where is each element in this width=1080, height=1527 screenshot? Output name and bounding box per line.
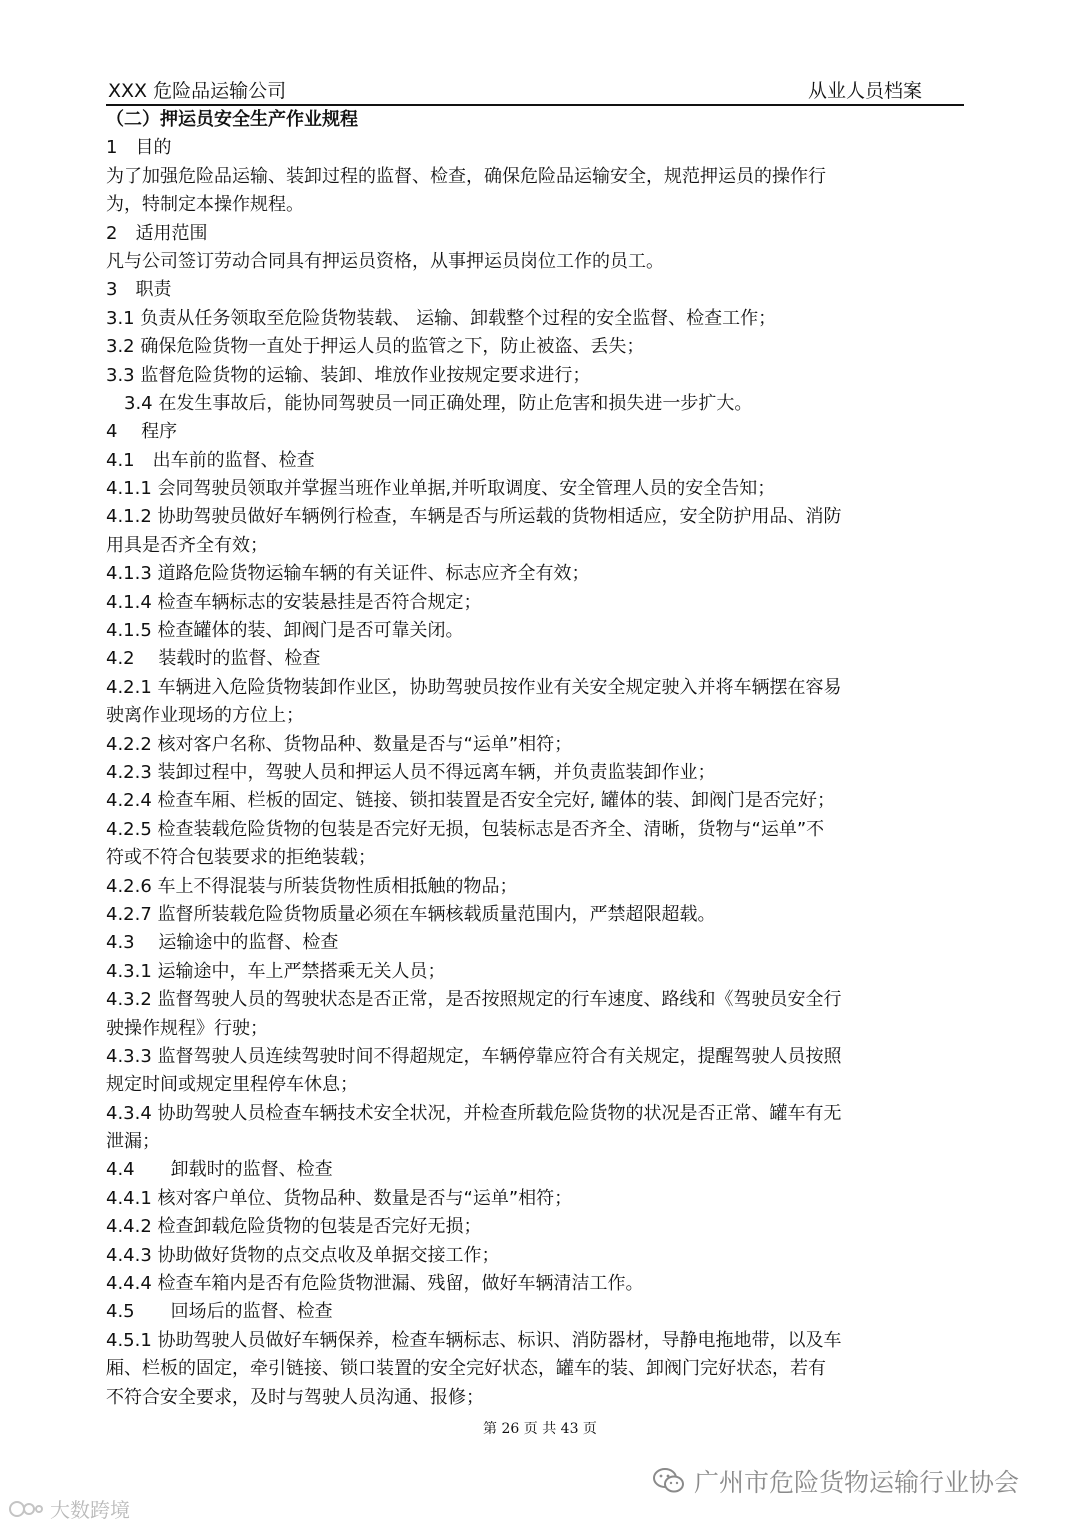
paragraph-line: 为，特制定本操作规程。 xyxy=(106,194,304,216)
subheading: 4.4 卸载时的监督、检查 xyxy=(106,1159,333,1181)
page-header xyxy=(106,78,964,106)
list-item-continued: 驶离作业现场的方位上； xyxy=(106,705,304,727)
list-item: 4.1.2 协助驾驶员做好车辆例行检查，车辆是否与所运载的货物相适应，安全防护用品、消防 xyxy=(106,506,842,528)
list-item: 4.4.2 检查卸载危险货物的包装是否完好无损； xyxy=(106,1216,482,1238)
page-number: 第 26 页 共 43 页 xyxy=(483,1421,597,1437)
list-item: 4.2.5 检查装载危险货物的包装是否完好无损，包装标志是否齐全、清晰，货物与“运单”不 xyxy=(106,818,825,840)
list-item: 4.4.4 检查车箱内是否有危险货物泄漏、残留，做好车辆清洁工作。 xyxy=(106,1273,644,1295)
brand-name: 大数跨境 xyxy=(50,1498,130,1522)
list-item: 4.3.2 监督驾驶人员的驾驶状态是否正常，是否按照规定的行车速度、路线和《驾驶员安全行 xyxy=(106,989,842,1011)
archive-label: 从业人员档案 xyxy=(807,80,922,102)
list-item-continued: 厢、栏板的固定，牵引链接、锁口装置的安全完好状态，罐车的装、卸阀门完好状态，若有 xyxy=(106,1358,826,1380)
list-item: 4.4.1 核对客户单位、货物品种、数量是否与“运单”相符； xyxy=(106,1187,573,1209)
list-item-continued: 符或不符合包装要求的拒绝装载； xyxy=(106,847,376,869)
list-item-continued: 规定时间或规定里程停车休息； xyxy=(106,1074,358,1096)
list-item: 4.3.4 协助驾驶人员检查车辆技术安全状况，并检查所载危险货物的状况是否正常、罐车有无 xyxy=(106,1102,842,1124)
heading-scope: 2 适用范围 xyxy=(106,222,208,244)
list-item: 4.2.3 装卸过程中，驾驶人员和押运人员不得远离车辆，并负责监装卸作业； xyxy=(106,761,716,783)
paragraph-line: 凡与公司签订劳动合同具有押运员资格，从事押运员岗位工作的员工。 xyxy=(106,250,664,272)
brand-watermark xyxy=(8,1494,130,1523)
list-item: 3.1 负责从任务领取至危险货物装载、 运输、卸载整个过程的安全监督、检查工作； xyxy=(106,307,777,329)
document-body xyxy=(106,106,978,1412)
company-name: XXX 危险品运输公司 xyxy=(108,80,287,102)
paragraph-line: 为了加强危险品运输、装卸过程的监督、检查，确保危险品运输安全，规范押运员的操作行 xyxy=(106,165,826,187)
list-item: 4.1.5 检查罐体的装、卸阀门是否可靠关闭。 xyxy=(106,620,464,642)
brand-logo-icon xyxy=(8,1498,46,1520)
list-item: 4.2.4 检查车厢、栏板的固定、链接、锁扣装置是否安全完好, 罐体的装、卸阀门是否完好； xyxy=(106,790,835,812)
list-item: 4.1.3 道路危险货物运输车辆的有关证件、标志应齐全有效； xyxy=(106,563,590,585)
heading-duties: 3 职责 xyxy=(106,279,172,301)
list-item-continued: 驶操作规程》行驶； xyxy=(106,1017,268,1039)
heading-purpose: 1 目的 xyxy=(106,137,172,159)
list-item: 4.2.7 监督所装载危险货物质量必须在车辆核载质量范围内，严禁超限超载。 xyxy=(106,903,716,925)
list-item-continued: 泄漏； xyxy=(106,1131,160,1153)
subheading: 4.5 回场后的监督、检查 xyxy=(106,1301,333,1323)
wechat-icon xyxy=(652,1467,686,1495)
subheading: 4.1 出车前的监督、检查 xyxy=(106,449,315,471)
heading-procedure: 4 程序 xyxy=(106,421,178,443)
list-item: 4.2.2 核对客户名称、货物品种、数量是否与“运单”相符； xyxy=(106,733,573,755)
association-watermark xyxy=(652,1463,1019,1499)
list-item: 4.5.1 协助驾驶人员做好车辆保养，检查车辆标志、标识、消防器材，导静电拖地带，以及车 xyxy=(106,1329,842,1351)
list-item: 3.3 监督危险货物的运输、装卸、堆放作业按规定要求进行； xyxy=(106,364,591,386)
list-item-continued: 用具是否齐全有效； xyxy=(106,534,268,556)
list-item: 4.1.4 检查车辆标志的安装悬挂是否符合规定； xyxy=(106,591,482,613)
list-item: 4.2.6 车上不得混装与所装货物性质相抵触的物品； xyxy=(106,875,518,897)
subheading: 4.2 装载时的监督、检查 xyxy=(106,648,321,670)
list-item: 4.2.1 车辆进入危险货物装卸作业区，协助驾驶员按作业有关安全规定驶入并将车辆摆在容易 xyxy=(106,676,842,698)
list-item: 3.2 确保危险货物一直处于押运人员的监管之下，防止被盗、丢失； xyxy=(106,336,645,358)
list-item-continued: 不符合安全要求，及时与驾驶人员沟通、报修； xyxy=(106,1386,484,1408)
list-item: 4.4.3 协助做好货物的点交点收及单据交接工作； xyxy=(106,1244,500,1266)
list-item: 3.4 在发生事故后，能协同驾驶员一同正确处理，防止危害和损失进一步扩大。 xyxy=(124,392,753,414)
list-item: 4.3.1 运输途中，车上严禁搭乘无关人员； xyxy=(106,960,446,982)
list-item: 4.1.1 会同驾驶员领取并掌握当班作业单据,并听取调度、安全管理人员的安全告知； xyxy=(106,478,776,500)
list-item: 4.3.3 监督驾驶人员连续驾驶时间不得超规定，车辆停靠应符合有关规定，提醒驾驶人员按照 xyxy=(106,1045,842,1067)
association-name: 广州市危险货物运输行业协会 xyxy=(694,1468,1020,1497)
section-title: （二）押运员安全生产作业规程 xyxy=(106,109,358,130)
subheading: 4.3 运输途中的监督、检查 xyxy=(106,932,339,954)
